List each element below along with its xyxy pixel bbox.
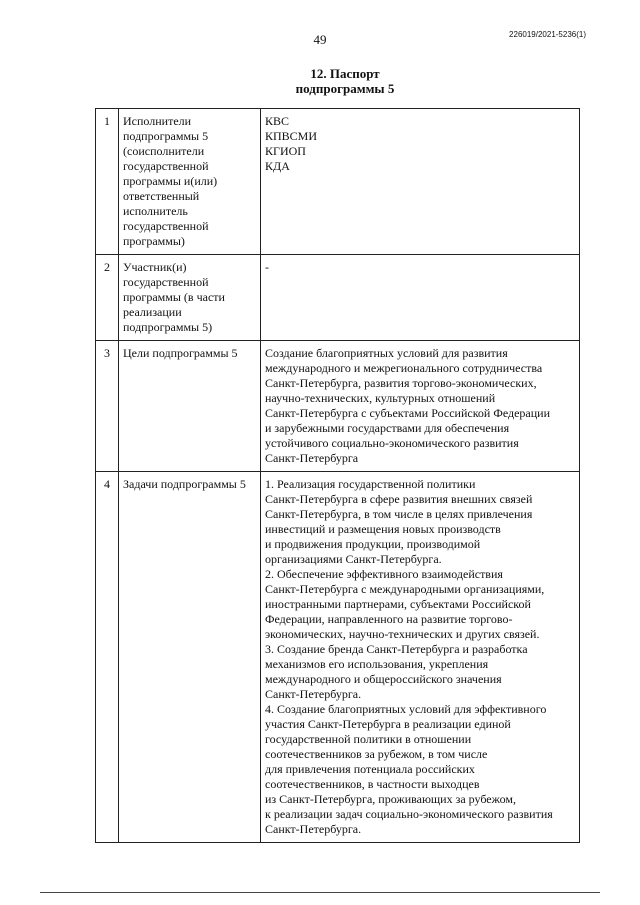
row-value-line: организациями Санкт-Петербурга. bbox=[265, 552, 442, 566]
row-value-line: 1. Реализация государственной политики bbox=[265, 477, 476, 491]
section-heading-line-2: подпрограммы 5 bbox=[295, 81, 395, 96]
row-value-line: для привлечения потенциала российских bbox=[265, 762, 475, 776]
passport-table bbox=[95, 108, 580, 843]
row-number: 4 bbox=[96, 472, 119, 843]
row-value-line: Федерации, направленного на развитие торгово- bbox=[265, 612, 513, 626]
row-value bbox=[261, 255, 580, 341]
row-label: Исполнители подпрограммы 5 (соисполнители государственной программы и(или) ответственный исполнитель государственной программы) bbox=[119, 109, 261, 255]
row-number: 3 bbox=[96, 341, 119, 472]
row-value-line: механизмов его использования, укрепления bbox=[265, 657, 489, 671]
page-number: 49 bbox=[313, 32, 327, 47]
row-value-line: международного и межрегионального сотрудничества bbox=[265, 361, 543, 375]
row-value-line: КГИОП bbox=[265, 144, 306, 158]
row-value bbox=[261, 341, 580, 472]
table-row bbox=[96, 255, 580, 341]
row-value-line: Санкт-Петербурга, развития торгово-экономических, bbox=[265, 376, 537, 390]
row-value-line: устойчивого социально-экономического развития bbox=[265, 436, 519, 450]
table-row bbox=[96, 472, 580, 843]
row-number: 1 bbox=[96, 109, 119, 255]
row-value bbox=[261, 109, 580, 255]
row-value-line: Санкт-Петербурга, в том числе в целях привлечения bbox=[265, 507, 533, 521]
section-heading bbox=[0, 66, 640, 96]
row-value-line: инвестиций и размещения новых производств bbox=[265, 522, 501, 536]
row-value-line: Санкт-Петербурга в сфере развития внешних связей bbox=[265, 492, 533, 506]
row-value-line: соотечественников, в частности выходцев bbox=[265, 777, 480, 791]
section-heading-line-1: 12. Паспорт bbox=[310, 66, 380, 81]
row-label: Задачи подпрограммы 5 bbox=[119, 472, 261, 843]
row-value-line: 2. Обеспечение эффективного взаимодействия bbox=[265, 567, 503, 581]
row-value-line: соотечественников за рубежом, в том числе bbox=[265, 747, 488, 761]
row-value-line: участия Санкт-Петербурга в реализации единой bbox=[265, 717, 511, 731]
row-number: 2 bbox=[96, 255, 119, 341]
document-code: 226019/2021-5236(1) bbox=[509, 30, 586, 39]
row-label: Цели подпрограммы 5 bbox=[119, 341, 261, 472]
row-value-line: иностранными партнерами, субъектами Российской bbox=[265, 597, 531, 611]
row-value-line: Санкт-Петербурга. bbox=[265, 687, 362, 701]
row-value-line: к реализации задач социально-экономического развития bbox=[265, 807, 553, 821]
row-value-line: 3. Создание бренда Санкт-Петербурга и разработка bbox=[265, 642, 528, 656]
row-value-line: КВС bbox=[265, 114, 290, 128]
row-value-line: Санкт-Петербурга. bbox=[265, 822, 362, 836]
row-value-line: - bbox=[265, 260, 269, 274]
row-value-line: 4. Создание благоприятных условий для эффективного bbox=[265, 702, 547, 716]
row-value-line: и продвижения продукции, производимой bbox=[265, 537, 481, 551]
row-value bbox=[261, 472, 580, 843]
row-value-line: КДА bbox=[265, 159, 290, 173]
table-row bbox=[96, 341, 580, 472]
row-value-line: Санкт-Петербурга bbox=[265, 451, 359, 465]
row-value-line: Санкт-Петербурга с субъектами Российской Федерации bbox=[265, 406, 551, 420]
row-label: Участник(и) государственной программы (в части реализации подпрограммы 5) bbox=[119, 255, 261, 341]
footer-rule bbox=[40, 892, 600, 893]
row-value-line: из Санкт-Петербурга, проживающих за рубежом, bbox=[265, 792, 516, 806]
row-value-line: государственной политики в отношении bbox=[265, 732, 472, 746]
row-value-line: КПВСМИ bbox=[265, 129, 318, 143]
passport-table-body bbox=[96, 109, 580, 843]
row-value-line: Санкт-Петербурга с международными организациями, bbox=[265, 582, 545, 596]
table-row bbox=[96, 109, 580, 255]
row-value-line: научно-технических, культурных отношений bbox=[265, 391, 496, 405]
row-value-line: и зарубежными государствами для обеспечения bbox=[265, 421, 510, 435]
row-value-line: международного и общероссийского значения bbox=[265, 672, 502, 686]
row-value-line: экономических, научно-технических и других связей. bbox=[265, 627, 540, 641]
row-value-line: Создание благоприятных условий для развития bbox=[265, 346, 508, 360]
